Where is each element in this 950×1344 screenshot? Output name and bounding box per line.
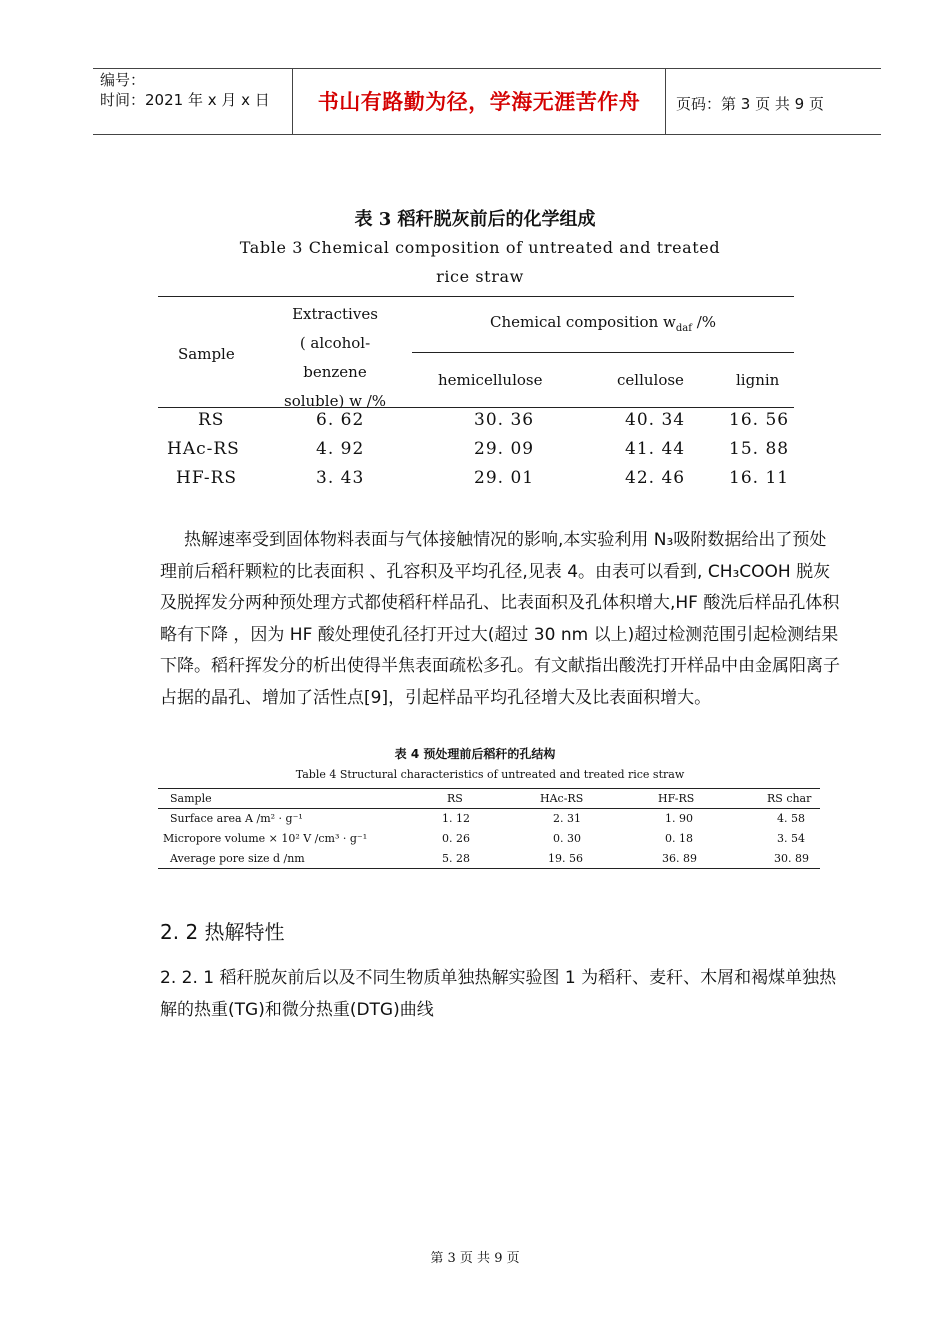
- table4-cell: 36. 89: [662, 852, 697, 865]
- table3-col-extractives-line: ( alcohol-: [299, 334, 371, 352]
- table3-col-group-sub: daf: [675, 323, 692, 334]
- table4-title-en: Table 4 Structural characteristics of untreated and treated rice straw: [295, 768, 685, 781]
- table4-row-label: Surface area A /m² · g⁻¹: [170, 812, 303, 825]
- header-top-rule: [93, 68, 881, 69]
- table3-col-extractives-line: soluble) w /%: [284, 392, 386, 410]
- table3-row-sample: HAc-RS: [167, 439, 240, 459]
- table3-row-hemi: 29. 09: [474, 439, 535, 459]
- table3-row-cell: 42. 46: [625, 468, 686, 488]
- table4-top-rule: [158, 788, 820, 789]
- table3-row-lignin: 16. 11: [729, 468, 790, 488]
- table3-title-en-cont: rice straw: [436, 267, 524, 286]
- table3-title-en: Table 3 Chemical composition of untreated and treated: [239, 238, 721, 257]
- table3-row-hemi: 29. 01: [474, 468, 535, 488]
- table3-col-sample: Sample: [178, 345, 235, 363]
- table4-cell: 1. 90: [665, 812, 693, 825]
- table4-title-cn: 表 4 预处理前后稻秆的孔结构: [394, 747, 556, 761]
- paragraph-text: 热解速率受到固体物料表面与气体接触情况的影响,本实验利用 N₃吸附数据给出了预处理前后稻秆颗粒的比表面积 、孔容积及平均孔径,见表 4。由表可以看到, CH₃COOH 脱灰及脱挥发分两种预处理方式都使稻秆样品孔、比表面积及孔体积增大,HF 酸洗后样品孔体积略有下降 ，因为 HF 酸处理使孔径打开过大(超过 30 nm 以上)超过检测范围引起检测结果下降。稻秆挥发分的析出使得半焦表面疏松多孔。有文献指出酸洗打开样品中由金属阳离子占据的晶孔、增加了活性点[9]，引起样品平均孔径增大及比表面积增大。: [160, 530, 840, 708]
- table4-col-sample: Sample: [170, 792, 212, 805]
- table3-row-sample: HF-RS: [176, 468, 238, 488]
- table3-row-lignin: 15. 88: [729, 439, 790, 459]
- table3-row-lignin: 16. 56: [729, 410, 790, 430]
- table3-row-sample: RS: [198, 410, 225, 430]
- table3-mid-rule: [412, 352, 794, 353]
- table4-cell: 19. 56: [548, 852, 583, 865]
- table3-header-rule: [158, 407, 794, 408]
- table3-col-extractives-line: benzene: [303, 363, 367, 381]
- table3-row-cell: 40. 34: [625, 410, 686, 430]
- body-paragraph: [160, 525, 840, 714]
- table4-cell: 5. 28: [442, 852, 470, 865]
- table3-row-extract: 6. 62: [316, 410, 365, 430]
- table4-cell: 1. 12: [442, 812, 470, 825]
- table3-col-cellulose: cellulose: [617, 371, 684, 389]
- header-meta: [100, 70, 270, 110]
- table3-row-cell: 41. 44: [625, 439, 686, 459]
- table3-col-group: [412, 313, 794, 334]
- table3-col-lignin: lignin: [736, 371, 780, 389]
- number-label: 编号：: [100, 71, 146, 89]
- table4-row-label: Average pore size d /nm: [170, 852, 305, 865]
- table3-col-group-label: Chemical composition w: [489, 313, 676, 331]
- table4-col-hacrs: HAc-RS: [540, 792, 584, 805]
- table3-row-extract: 4. 92: [316, 439, 365, 459]
- table3-col-hemicellulose: hemicellulose: [438, 371, 543, 389]
- table4-cell: 3. 54: [777, 832, 805, 845]
- table3-col-extractives: [265, 300, 405, 416]
- table4-col-rschar: RS char: [767, 792, 812, 805]
- table3-title-cn: 表 3 稻秆脱灰前后的化学组成: [354, 209, 596, 230]
- table4-cell: 0. 26: [442, 832, 470, 845]
- table4-cell: 0. 30: [553, 832, 581, 845]
- table3-row-extract: 3. 43: [316, 468, 365, 488]
- table3-col-group-unit: /%: [691, 313, 716, 331]
- table4-col-hfrs: HF-RS: [658, 792, 695, 805]
- header-motto: 书山有路勤为径，学海无涯苦作舟: [317, 90, 641, 114]
- header-page-label: 页码：第 3 页 共 9 页: [676, 95, 824, 113]
- table4-cell: 4. 58: [777, 812, 805, 825]
- table4-col-rs: RS: [447, 792, 463, 805]
- table4-row-label: Micropore volume × 10² V /cm³ · g⁻¹: [163, 832, 368, 845]
- table3-row-hemi: 30. 36: [474, 410, 535, 430]
- table4-header-rule: [158, 808, 820, 809]
- header-bottom-rule: [93, 134, 881, 135]
- table3-top-rule: [158, 296, 794, 297]
- table4-cell: 2. 31: [553, 812, 581, 825]
- table4-cell: 30. 89: [774, 852, 809, 865]
- page-footer: 第 3 页 共 9 页: [430, 1251, 520, 1266]
- time-label: 时间：2021 年 x 月 x 日: [100, 91, 270, 109]
- subsection-text: 2. 2. 1 稻秆脱灰前后以及不同生物质单独热解实验图 1 为稻秆、麦秆、木屑和褐煤单独热解的热重(TG)和微分热重(DTG)曲线: [160, 968, 837, 1020]
- section-heading: 2. 2 热解特性: [160, 920, 285, 944]
- table4-bottom-rule: [158, 868, 820, 869]
- table3-col-extractives-line: Extractives: [292, 305, 378, 323]
- table4-cell: 0. 18: [665, 832, 693, 845]
- header-divider: [665, 68, 666, 135]
